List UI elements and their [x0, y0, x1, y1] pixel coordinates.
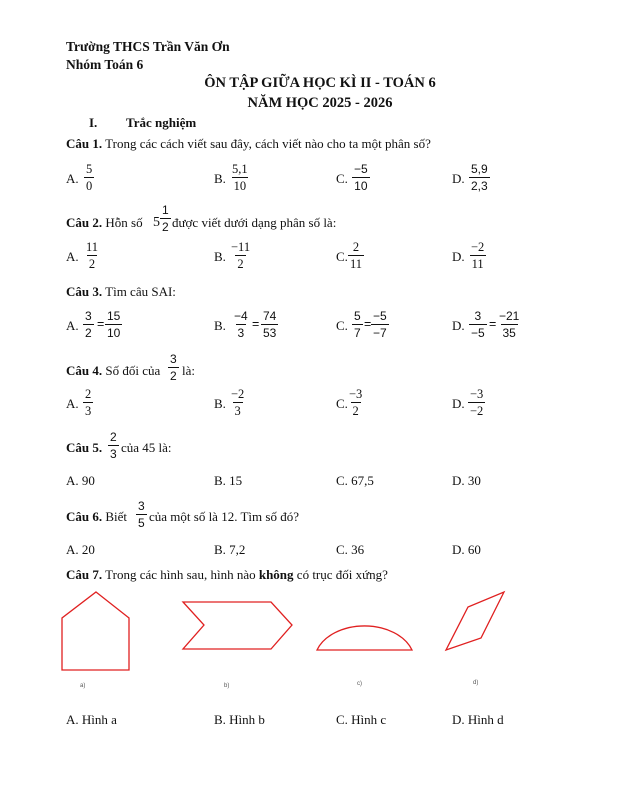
question-text-cont: là:: [182, 363, 195, 378]
option-fraction: −3 −2: [470, 387, 484, 418]
option-letter: C.: [336, 171, 348, 186]
question-3: [66, 284, 176, 300]
option-letter: A.: [66, 171, 79, 186]
mixed-number-whole: 5: [153, 215, 160, 230]
option-letter: B.: [214, 171, 226, 186]
option-fraction: −5 10: [354, 162, 368, 193]
q5-option-b[interactable]: B. 15: [214, 473, 243, 488]
question-text: Biết: [102, 509, 128, 524]
option-fraction-right: −21 35: [499, 309, 520, 340]
q6-option-c[interactable]: C. 36: [336, 542, 365, 557]
question-text: Tìm câu SAI:: [102, 284, 176, 299]
question-4: [66, 363, 160, 379]
option-letter: C.: [336, 396, 348, 411]
question-label: Câu 6.: [66, 509, 103, 524]
option-fraction: 5,1 10: [232, 162, 248, 193]
q7-option-c[interactable]: C. Hình c: [336, 712, 387, 727]
question-label: Câu 2.: [66, 215, 103, 230]
question-emphasis: không: [258, 567, 294, 582]
option-fraction: 11 2: [86, 240, 99, 271]
option-letter: D.: [452, 171, 465, 186]
option-letter: A.: [66, 318, 79, 333]
question-2: [66, 215, 143, 231]
question-text-cont: có trục đối xứng?: [293, 567, 388, 582]
figure-b-caption: b): [224, 683, 230, 689]
equals-sign: =: [364, 317, 372, 331]
question-fraction: 3 2: [170, 352, 177, 383]
figure-c-caption: c): [357, 681, 362, 687]
option-fraction: −11 2: [231, 240, 251, 271]
option-letter: B.: [214, 396, 226, 411]
figure-b-arrow: [183, 602, 292, 649]
option-fraction: −2 3: [231, 387, 245, 418]
option-letter: B.: [214, 318, 226, 333]
equals-sign: =: [97, 317, 105, 331]
question-text-cont: được viết dưới dạng phân số là:: [172, 215, 337, 230]
option-fraction-left: 3 2: [85, 309, 92, 340]
question-label: Câu 7.: [66, 567, 103, 582]
option-fraction: 2 11: [350, 240, 363, 271]
option-fraction-left: 5 7: [354, 309, 361, 340]
question-text: Hỗn số: [102, 215, 143, 230]
equals-sign: =: [252, 317, 260, 331]
school-year: NĂM HỌC 2025 - 2026: [247, 95, 393, 111]
question-label: Câu 5.: [66, 440, 103, 455]
option-fraction-left: −4 3: [234, 309, 248, 340]
option-fraction: 5,9 2,3: [471, 162, 488, 193]
question-label: Câu 4.: [66, 363, 103, 378]
q5-option-c[interactable]: C. 67,5: [336, 473, 374, 488]
q5-option-d[interactable]: D. 30: [452, 473, 481, 488]
question-text: Trong các hình sau, hình nào: [102, 567, 259, 582]
option-fraction-right: −5 −7: [373, 309, 387, 340]
question-6: [66, 509, 127, 525]
page-title: ÔN TẬP GIỮA HỌC KÌ II - TOÁN 6: [204, 75, 436, 91]
figure-a-pentagon: [62, 592, 129, 670]
option-fraction: −3 2: [349, 387, 363, 418]
equals-sign: =: [489, 317, 497, 331]
option-fraction-right: 15 10: [107, 309, 121, 340]
figure-d-caption: d): [473, 680, 479, 686]
question-text: Trong các cách viết sau đây, cách viết nào cho ta một phân số?: [102, 136, 431, 151]
q6-option-d[interactable]: D. 60: [452, 542, 481, 557]
question-label: Câu 1.: [66, 136, 103, 151]
option-letter: C.: [336, 249, 348, 264]
question-5: [66, 440, 102, 456]
group-name: Nhóm Toán 6: [66, 57, 144, 72]
question-text: của 45 là:: [121, 440, 172, 455]
figure-a-caption: a): [80, 683, 86, 689]
option-fraction-left: 3 −5: [471, 309, 485, 340]
question-text-cont: của một số là 12. Tìm số đó?: [149, 509, 299, 524]
figure-c-semicircle: [317, 626, 412, 650]
mixed-number-fraction: 1 2: [162, 203, 169, 234]
option-letter: A.: [66, 249, 79, 264]
q7-option-b[interactable]: B. Hình b: [214, 712, 265, 727]
option-letter: D.: [452, 396, 465, 411]
option-fraction: 2 3: [85, 387, 92, 418]
section-number: I.: [89, 115, 98, 130]
section-title: Trắc nghiệm: [126, 115, 197, 130]
question-fraction: 3 5: [138, 499, 145, 530]
question-text: Số đối của: [102, 363, 161, 378]
q6-option-a[interactable]: A. 20: [66, 542, 95, 557]
question-1: [66, 136, 431, 152]
option-fraction: −2 11: [471, 240, 485, 271]
figure-d-parallelogram: [446, 592, 504, 650]
school-name: Trường THCS Trần Văn Ơn: [66, 39, 230, 54]
q7-option-a[interactable]: A. Hình a: [66, 712, 117, 727]
figures: [0, 580, 640, 680]
option-fraction: 5 0: [86, 162, 93, 193]
option-letter: D.: [452, 249, 465, 264]
option-letter: A.: [66, 396, 79, 411]
option-letter: D.: [452, 318, 465, 333]
option-fraction-right: 74 53: [263, 309, 277, 340]
q7-option-d[interactable]: D. Hình d: [452, 712, 504, 727]
option-letter: B.: [214, 249, 226, 264]
question-fraction: 2 3: [110, 430, 117, 461]
q5-option-a[interactable]: A. 90: [66, 473, 95, 488]
option-letter: C.: [336, 318, 348, 333]
question-label: Câu 3.: [66, 284, 103, 299]
q6-option-b[interactable]: B. 7,2: [214, 542, 246, 557]
